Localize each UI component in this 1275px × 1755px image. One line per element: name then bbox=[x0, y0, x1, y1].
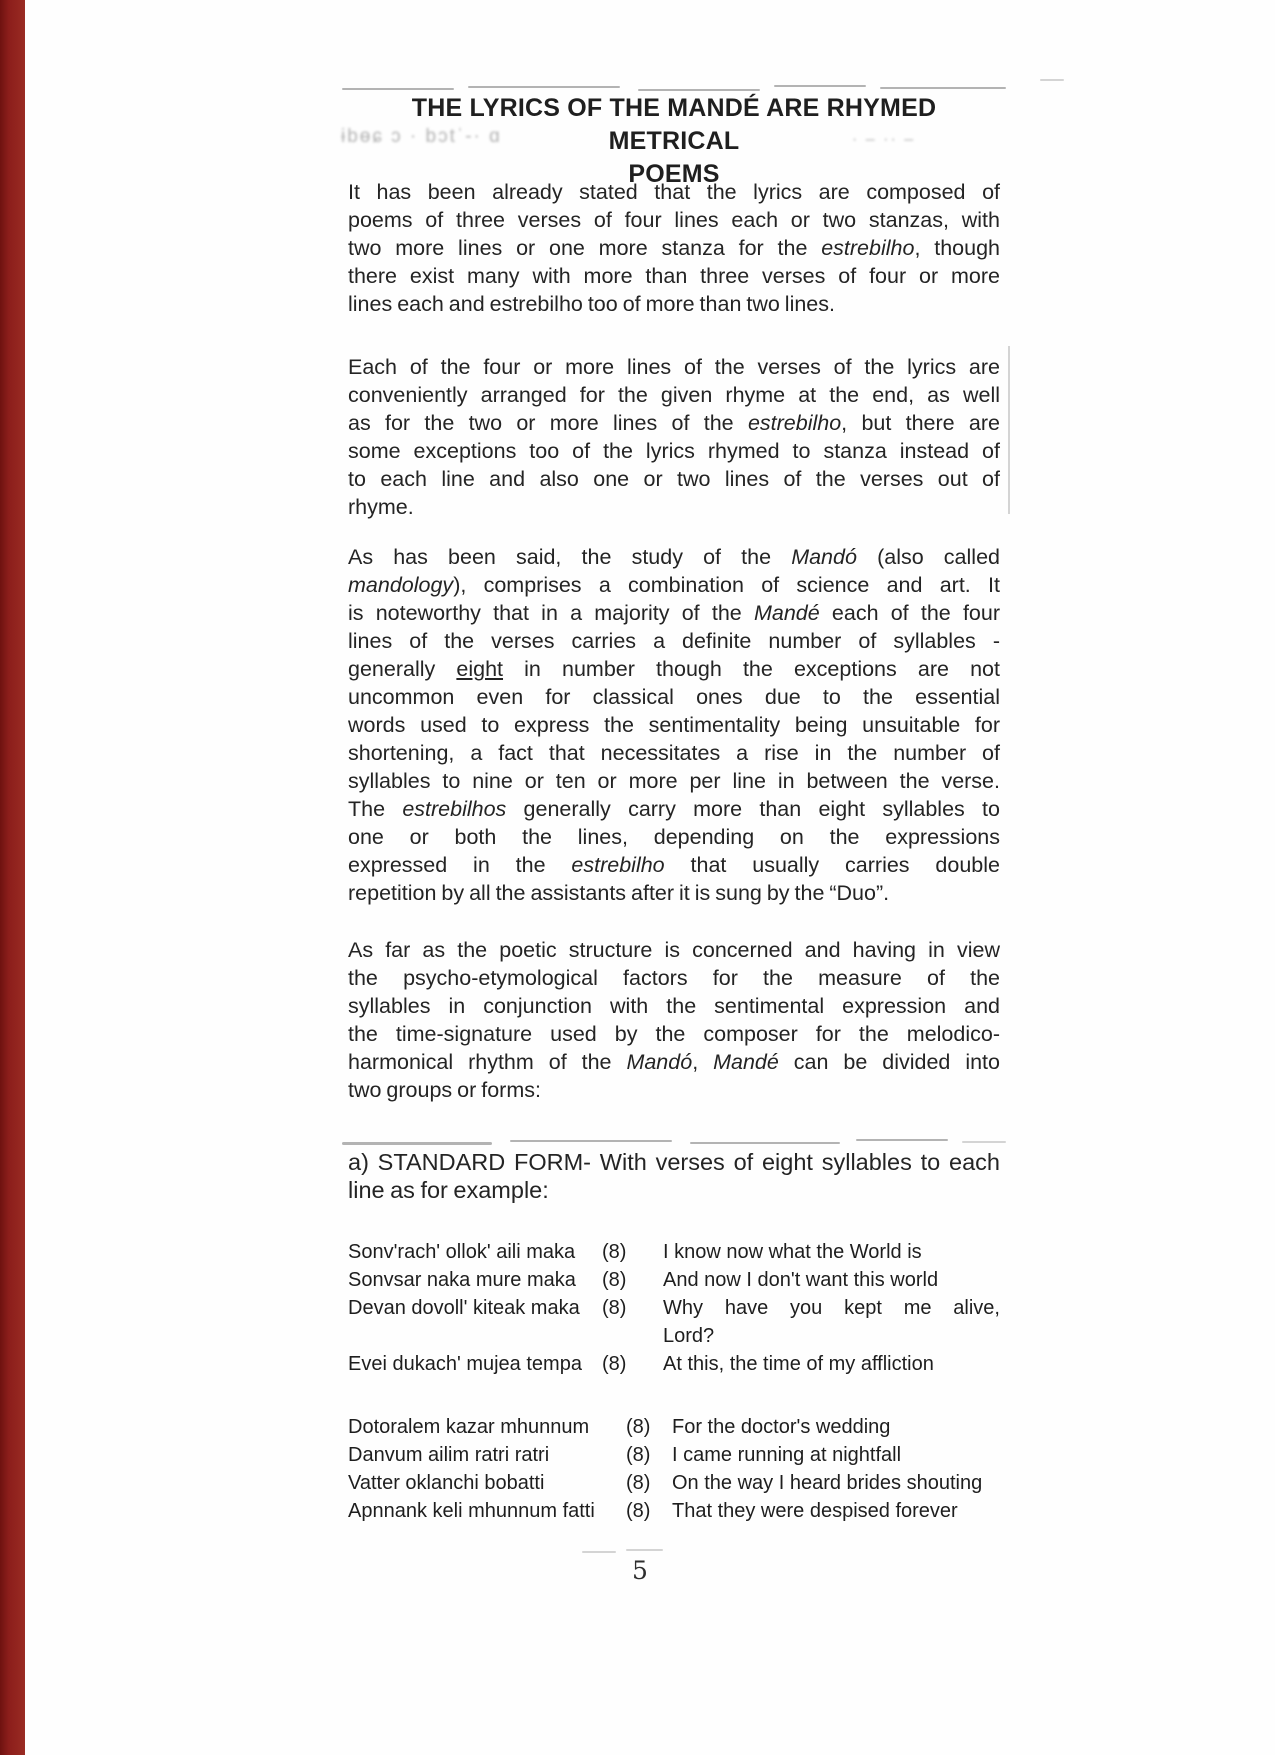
verse-english: I know now what the World is bbox=[663, 1241, 922, 1263]
scan-artifact-line bbox=[626, 1549, 663, 1551]
verse-english: For the doctor's wedding bbox=[672, 1416, 891, 1438]
syllable-count: (8) bbox=[602, 1353, 627, 1375]
verse-english: I came running at nightfall bbox=[672, 1444, 902, 1466]
verse-konkani: Sonv'rach' ollok' aili maka bbox=[348, 1241, 576, 1263]
page-number: 5 bbox=[632, 1556, 648, 1585]
verse-row bbox=[348, 1413, 1000, 1441]
paragraph bbox=[348, 543, 1000, 907]
paragraph-line: mandology), comprises a combination of science and art. It bbox=[348, 573, 1000, 597]
paragraph-line: It has been already stated that the lyrics are composed of bbox=[348, 180, 1000, 204]
paragraph-line: rhyme. bbox=[348, 495, 414, 519]
paragraph-line: one or both the lines, depending on the expressions bbox=[348, 825, 1000, 849]
verse-english: That they were despised forever bbox=[672, 1500, 958, 1522]
scan-artifact-line bbox=[774, 85, 866, 87]
scan-artifact-line bbox=[342, 1142, 492, 1145]
syllable-count: (8) bbox=[626, 1444, 651, 1466]
title-line-2: POEMS bbox=[628, 160, 720, 188]
verse-konkani: Devan dovoll' kiteak maka bbox=[348, 1297, 580, 1319]
paragraph-line: syllables in conjunction with the sentimental expression and bbox=[348, 994, 1000, 1018]
scan-artifact-line bbox=[1040, 79, 1064, 81]
section-heading-line: line as for example: bbox=[348, 1177, 549, 1203]
paragraph-line: Each of the four or more lines of the verses of the lyrics are bbox=[348, 355, 1000, 379]
paragraph-line: harmonical rhythm of the Mandó, Mandé can be divided into bbox=[348, 1050, 1000, 1074]
paragraph-line: conveniently arranged for the given rhyme at the end, as well bbox=[348, 383, 1000, 407]
bleed-through-text: · – ·· – bbox=[852, 131, 916, 148]
paragraph-line: lines of the verses carries a definite number of syllables - bbox=[348, 629, 1000, 653]
verse-row bbox=[348, 1266, 1000, 1294]
paragraph bbox=[348, 178, 1000, 318]
syllable-count: (8) bbox=[602, 1269, 627, 1291]
paragraph-line: the time-signature used by the composer for the melodico- bbox=[348, 1022, 1000, 1046]
scan-artifact-line bbox=[856, 1139, 948, 1141]
paragraph-line: some exceptions too of the lyrics rhymed to stanza instead of bbox=[348, 439, 1000, 463]
verse-konkani: Danvum ailim ratri ratri bbox=[348, 1444, 550, 1466]
bleed-through-text: ɨbɵɕ ɔ · bɔtˈ-· ɑ bbox=[341, 126, 502, 147]
verse-konkani: Dotoralem kazar mhunnum bbox=[348, 1416, 590, 1438]
verse-row bbox=[348, 1469, 1000, 1497]
scan-artifact-line bbox=[468, 86, 620, 88]
paragraph-line: expressed in the estrebilho that usually carries double bbox=[348, 853, 1000, 877]
verse-konkani: Sonvsar naka mure maka bbox=[348, 1269, 576, 1291]
paragraph-line: words used to express the sentimentality being unsuitable for bbox=[348, 713, 1000, 737]
scan-artifact-vertical-line bbox=[1008, 346, 1010, 514]
paragraph-line: As has been said, the study of the Mandó (also called bbox=[348, 545, 1000, 569]
scan-artifact-line bbox=[342, 88, 454, 90]
scan-artifact-line bbox=[582, 1551, 616, 1553]
paragraph-line: lines each and estrebilho too of more than two lines. bbox=[348, 292, 835, 316]
section-heading bbox=[348, 1148, 1000, 1204]
verse-row bbox=[348, 1441, 1000, 1469]
paragraph-line: as for the two or more lines of the estrebilho, but there are bbox=[348, 411, 1000, 435]
scan-artifact-line bbox=[880, 87, 1006, 89]
syllable-count: (8) bbox=[602, 1241, 627, 1263]
paragraph-line: uncommon even for classical ones due to the essential bbox=[348, 685, 1000, 709]
paragraph-line: poems of three verses of four lines each or two stanzas, with bbox=[348, 208, 1000, 232]
scan-edge-stripe bbox=[0, 0, 25, 1755]
paragraph-line: the psycho-etymological factors for the measure of the bbox=[348, 966, 1000, 990]
paragraph-line: to each line and also one or two lines of the verses out of bbox=[348, 467, 1000, 491]
syllable-count: (8) bbox=[626, 1416, 651, 1438]
paragraph-line: generally eight in number though the exceptions are not bbox=[348, 657, 1000, 681]
verse-row bbox=[348, 1497, 1000, 1525]
verse-block bbox=[348, 1413, 1000, 1525]
verse-english: Why have you kept me alive, bbox=[663, 1297, 1000, 1319]
syllable-count: (8) bbox=[626, 1500, 651, 1522]
scan-artifact-line bbox=[510, 1140, 672, 1142]
paragraph-line: The estrebilhos generally carry more than eight syllables to bbox=[348, 797, 1000, 821]
paragraph-line: repetition by all the assistants after it is sung by the “Duo”. bbox=[348, 881, 890, 905]
paragraph bbox=[348, 353, 1000, 521]
verse-row bbox=[348, 1350, 1000, 1378]
section-heading-line: a) STANDARD FORM- With verses of eight syllables to each bbox=[348, 1149, 1000, 1175]
paragraph-line: shortening, a fact that necessitates a rise in the number of bbox=[348, 741, 1000, 765]
verse-row bbox=[348, 1238, 1000, 1266]
paragraph-line: two groups or forms: bbox=[348, 1078, 541, 1102]
verse-row bbox=[348, 1294, 1000, 1350]
paragraph-line: two more lines or one more stanza for the estrebilho, though bbox=[348, 236, 1000, 260]
verse-english: Lord? bbox=[663, 1325, 715, 1347]
verse-konkani: Evei dukach' mujea tempa bbox=[348, 1353, 582, 1375]
scan-artifact-line bbox=[962, 1141, 1006, 1143]
verse-konkani: Apnnank keli mhunnum fatti bbox=[348, 1500, 595, 1522]
verse-english: And now I don't want this world bbox=[663, 1269, 939, 1291]
verse-konkani: Vatter oklanchi bobatti bbox=[348, 1472, 545, 1494]
paragraph-line: is noteworthy that in a majority of the Mandé each of the four bbox=[348, 601, 1000, 625]
paragraph-line: As far as the poetic structure is concerned and having in view bbox=[348, 938, 1000, 962]
paragraph-line: syllables to nine or ten or more per line in between the verse. bbox=[348, 769, 1000, 793]
verse-block bbox=[348, 1238, 1000, 1378]
syllable-count: (8) bbox=[602, 1297, 627, 1319]
paragraph bbox=[348, 936, 1000, 1104]
scan-artifact-line bbox=[690, 1142, 840, 1144]
scan-artifact-line bbox=[638, 89, 760, 91]
verse-english: On the way I heard brides shouting bbox=[672, 1472, 983, 1494]
verse-english: At this, the time of my affliction bbox=[663, 1353, 934, 1375]
syllable-count: (8) bbox=[626, 1472, 651, 1494]
title-line-1: THE LYRICS OF THE MANDÉ ARE RHYMED METRICAL bbox=[411, 94, 937, 155]
paragraph-line: there exist many with more than three verses of four or more bbox=[348, 264, 1000, 288]
